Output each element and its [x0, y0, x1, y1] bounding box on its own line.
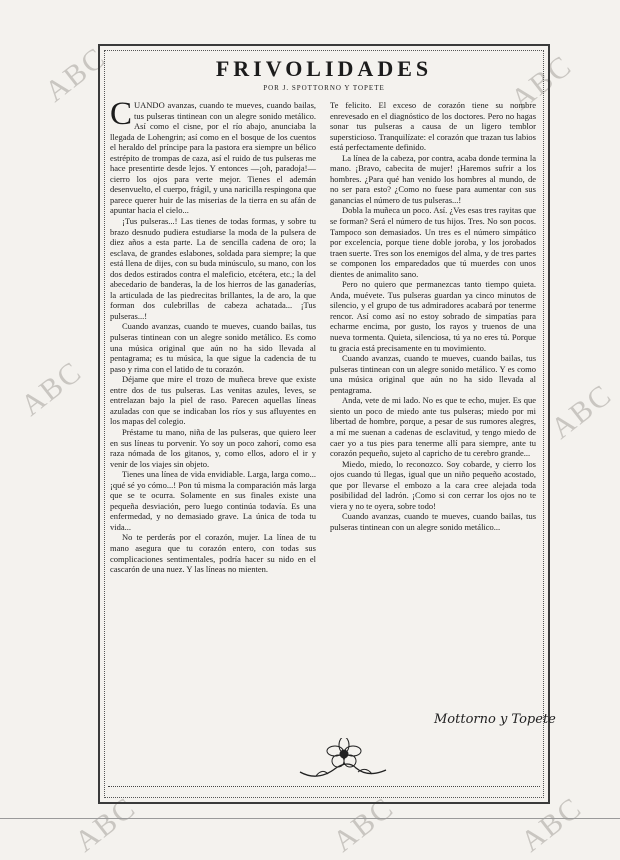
paragraph: Préstame tu mano, niña de las pulseras, que quiero leer en sus líneas tu porvenir. Yo soy un poco zahorí, como esa raza nómada de los gitanos, y, como ellos, adoro el ir y venir de los viajes sin objeto.	[110, 426, 316, 469]
paragraph: La línea de la cabeza, por contra, acaba donde termina la mano. ¡Bravo, cabecita de mujer! ¡Haremos sufrir a los hombres. ¿Para qué han venido los hombres al mundo, de no ser para esto? ¿Como no fuese para aumentar con sus ganancias el número de tus pulseras...!	[330, 152, 536, 205]
right-column	[330, 100, 536, 532]
paragraph: ¡Tus pulseras...! Las tienes de todas formas, y sobre tu brazo desnudo pudiera estudiarse la moda de la pulsera de diez años a esta parte. La de sencilla cadena de oro; la esclava, de grandes eslabones, soldada para siempre; la que está llena de dijes, con su buda minúsculo, su mano, con los dos dedos estirados contra el maleficio, etcétera, etc.; la del abecedario de banderas, la de los hierros de las ganaderías, la articulada de las piedrecitas brillantes, la de aro, la que forman dos culebrillas de cabeza achatada... ¡Tus pulseras...!	[110, 216, 316, 321]
watermark-abc: ABC	[68, 790, 143, 859]
watermark-abc: ABC	[504, 48, 579, 117]
author-signature: Mottorno y Topete	[434, 712, 556, 727]
watermark-abc: ABC	[326, 790, 401, 859]
paragraph: Dobla la muñeca un poco. Así. ¿Ves esas tres rayitas que se forman? Será el número de tus hijos. Tres. No son pocos. Tampoco son demasiados. Un tres es el número simpático por excelencia, porque tiene doble joroba, y los jorobados traen suerte. Tres son los enemigos del alma, y de tres partes se componen los emparedados que tú muerdes con unos dientes de animalito sano.	[330, 205, 536, 279]
paragraph: Cuando avanzas, cuando te mueves, cuando bailas, tus pulseras tintinean con un alegre sonido metálico. Es como una música original que aún no ha sido llevada al pentagrama; es tu música, la que sigue la cadencia de tu paso y rima con el latido de tu corazón.	[110, 321, 316, 374]
drop-cap: C	[110, 96, 133, 132]
article-byline: POR J. SPOTTORNO Y TOPETE	[263, 84, 385, 92]
flower-ornament-icon	[298, 738, 388, 782]
paragraph: Cuando avanzas, cuando te mueves, cuando bailas, tus pulseras tintinean con un alegre sonido metálico...	[330, 511, 536, 532]
bottom-rule	[0, 818, 620, 819]
first-paragraph	[110, 96, 316, 216]
paragraph: Déjame que mire el trozo de muñeca breve que existe entre dos de tus pulseras. Las venitas azules, leves, se entrelazan bajo la piel de raso. Parecen aquellas líneas azuladas con que se indicaban los ríos y sus afluyentes en los mapas del colegio.	[110, 374, 316, 427]
watermark-abc: ABC	[544, 377, 619, 446]
paragraph: Cuando avanzas, cuando te mueves, cuando bailas, tus pulseras tintinean con un alegre sonido metálico. Y es como una música original que aún no ha sido llevada al pentagrama.	[330, 353, 536, 395]
footer-rule	[108, 786, 540, 787]
watermark-abc: ABC	[14, 354, 89, 423]
paragraph: Anda, vete de mi lado. No es que te echo, mujer. Es que siento un poco de miedo ante tus pulseras; miedo por mi libertad de hombre, porque, a pesar de sus rumores alegres, a mí me suenan a cadenas de esclavitud, y tengo miedo de caer yo a tus pies para tenerme allí para siempre, ante tu corazón pequeño, sujeto al capricho de tu cerebro grande...	[330, 395, 536, 459]
paragraph: Te felicito. El exceso de corazón tiene su nombre enrevesado en el diagnóstico de los doctores. Pero no hagas sonar tus pulseras a causa de un ligero temblor supersticioso. Tranquilízate: el corazón que trazan tus labios está perfectamente definido.	[330, 100, 536, 153]
paragraph: No te perderás por el corazón, mujer. La línea de tu mano asegura que tu corazón entero, con todas sus complicaciones sentimentales, podría hacer su nido en el cascarón de una nuez. Y las líneas no mienten.	[110, 532, 316, 575]
watermark-abc: ABC	[38, 40, 113, 109]
paragraph: Tienes una línea de vida envidiable. Larga, larga como... ¡qué sé yo cómo...! Pon tú misma la comparación más larga que se te ocurra. Solamente en sus finales existe una pequeña desviación, pero luego continúa todavía. Es una enfermedad, y no demasiado grave. La única de toda tu vida...	[110, 469, 316, 532]
watermark-abc: ABC	[514, 790, 589, 859]
paragraph: Pero no quiero que permanezcas tanto tiempo quieta. Anda, muévete. Tus pulseras guardan ya cinco minutos de silencio, y el grupo de tus admiradores acabará por tenerme rencor. Así como así no estoy sobrado de simpatías para echarme encima, por gusto, los rayos y truenos de una nueva tormenta. Quieta, silenciosa, tú ya no eres tú. Porque tu gracia está precisamente en tu movimiento.	[330, 279, 536, 353]
paragraph: Miedo, miedo, lo reconozco. Soy cobarde, y cierro los ojos cuando tú llegas, igual que un niño pequeño acostado, que por llevarse el embozo a la cara cree alejada toda posibilidad del ladrón. ¡Como si con cerrar los ojos no te viera y no te oyera, sobre todo!	[330, 458, 536, 511]
article-title: FRIVOLIDADES	[215, 56, 433, 81]
left-column	[110, 96, 316, 575]
first-paragraph-text: UANDO avanzas, cuando te mueves, cuando bailas, tus pulseras tintinean con un alegre sonido metálico. Así como el cisne, por el río abajo, anunciaba la llegada de Lohengrin; así como en el bosque de los cuentos el heraldo del príncipe para la pastora era siempre un bélico estrépito de trompas de caza, así el ruido de tus pulseras me hace presentirte desde lejos. Y entonces —¡oh, paradoja!— cierro los ojos para verte mejor. Tienes el ademán desenvuelto, el cuerpo, frágil, y una naricilla respingona que parece querer huir de las miserias de la tierra en su afán de apuntar hacia el cielo...	[110, 100, 316, 216]
